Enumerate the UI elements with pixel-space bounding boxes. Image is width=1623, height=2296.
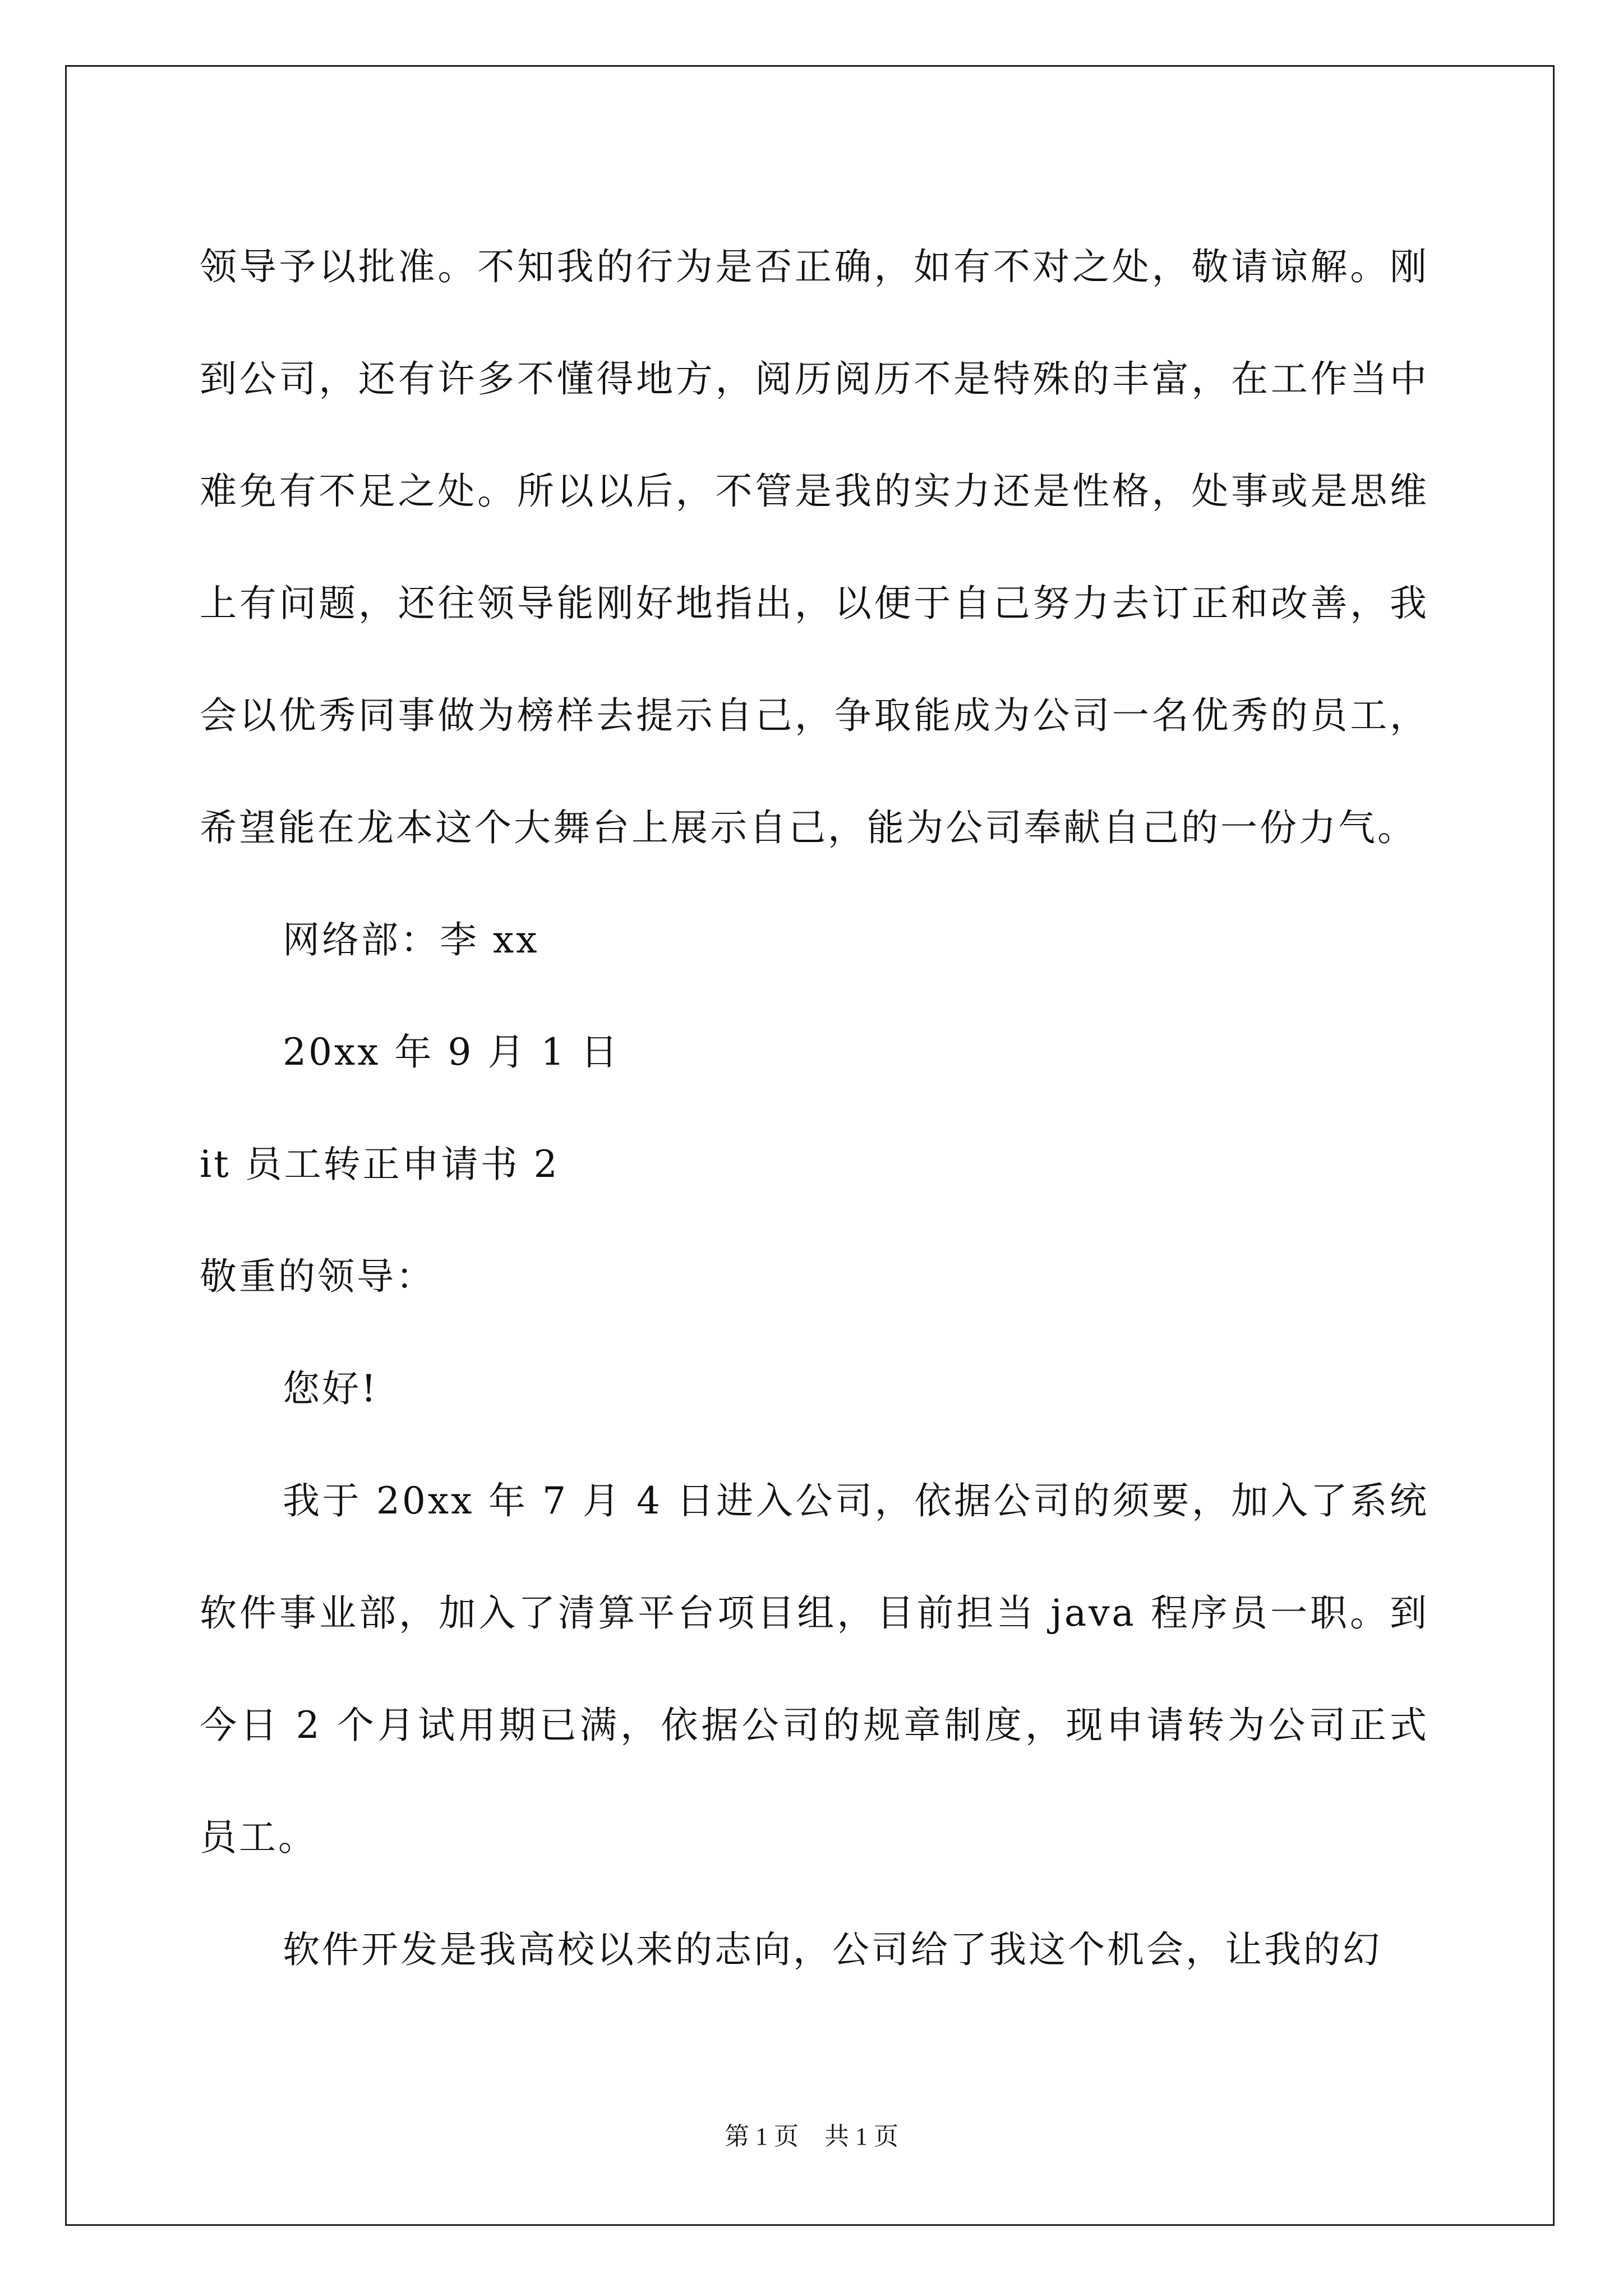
signature-department: 网络部：李 xx: [283, 918, 540, 961]
paragraph-approval: 领导予以批准。不知我的行为是否正确，如有不对之处，敬请谅解。刚到公司，还有许多不懂得地方，阅历阅历不是特殊的丰富，在工作当中难免有不足之处。所以以后，不管是我的实力还是性格，处事或是思维上有问题，还往领导能刚好地指出，以便于自己努力去订正和改善，我会以优秀同事做为榜样去提示自己，争取能成为公司一名优秀的员工，希望能在龙本这个大舞台上展示自己，能为公司奉献自己的一份力气。: [200, 245, 1429, 849]
greeting: 您好!: [283, 1367, 379, 1410]
paragraph-introduction: 我于 20xx 年 7 月 4 日进入公司，依据公司的须要，加入了系统软件事业部，加入了清算平台项目组，目前担当 java 程序员一职。到今日 2 个月试用期已满，依据公司的规章制度，现申请转为公司正式员工。: [200, 1479, 1429, 1859]
signature-date: 20xx 年 9 月 1 日: [283, 1030, 620, 1074]
page-footer: [0, 2116, 1623, 2152]
paragraph-software-development: 软件开发是我高校以来的志向，公司给了我这个机会，让我的幻: [283, 1928, 1382, 1971]
salutation: 敬重的领导：: [200, 1255, 435, 1298]
section-heading: it 员工转正申请书 2: [200, 1143, 560, 1186]
document-body: [200, 211, 1429, 2006]
page-number-current: 第 1 页: [725, 2123, 799, 2150]
page-number-total: 共 1 页: [824, 2123, 898, 2150]
